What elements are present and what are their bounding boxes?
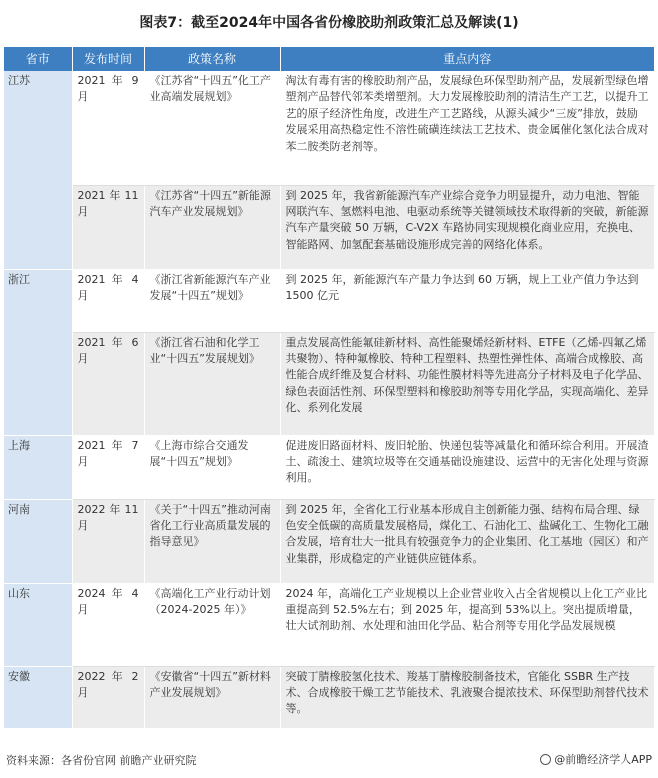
province-cell: 浙江 — [4, 269, 72, 435]
brand-label: @前瞻经济学人APP — [554, 753, 652, 766]
policy-cell: 《安徽省“十四五”新材料产业发展规划》 — [144, 666, 280, 728]
header-time: 发布时间 — [72, 47, 144, 71]
policy-table — [4, 47, 655, 729]
time-cell: 2022 年 2 月 — [72, 666, 144, 728]
table-row — [4, 269, 654, 332]
time-cell: 2021 年 4 月 — [72, 269, 144, 332]
table-row — [4, 332, 654, 435]
content-cell: 到 2025 年，全省化工行业基本形成自主创新能力强、结构布局合理、绿色安全低碳的高质量发展格局，煤化工、石油化工、盐碱化工、生物化工融合发展，培育壮大一批具有较强竞争力的企业集团、化工基地（园区）和产业集群，形成稳定的产业链供应链体系。 — [280, 499, 654, 583]
time-cell: 2022 年 11 月 — [72, 499, 144, 583]
table-row — [4, 583, 654, 666]
header-content: 重点内容 — [280, 47, 654, 71]
header-policy: 政策名称 — [144, 47, 280, 71]
time-cell: 2021 年 7 月 — [72, 435, 144, 499]
table-row — [4, 435, 654, 499]
content-cell: 重点发展高性能氟硅新材料、高性能聚烯烃新材料、ETFE（乙烯-四氟乙烯共聚物）、特种氟橡胶、特种工程塑料、热塑性弹性体、高端合成橡胶、高性能合成纤维及复合材料、功能性膜材料等先进高分子材料及电子化学品、绿色表面活性剂、环保型塑料和橡胶助剂等专用化学品，实现高端化、差异化、系列化发展 — [280, 332, 654, 435]
table-row — [4, 71, 654, 185]
policy-cell: 《浙江省石油和化学工业“十四五”发展规划》 — [144, 332, 280, 435]
brand-mark — [540, 751, 652, 767]
qianzhan-logo-icon — [540, 754, 551, 765]
province-cell: 上海 — [4, 435, 72, 499]
content-cell: 到 2025 年，我省新能源汽车产业综合竞争力明显提升，动力电池、智能网联汽车、氢燃料电池、电驱动系统等关键领域技术取得新的突破，新能源汽车产量突破 50 万辆，C-V2X 车路协同实现规模化商业应用，充换电、智能路网、加氢配套基础设施形成完善的网络化体系。 — [280, 185, 654, 269]
policy-cell: 《高端化工产业行动计划（2024-2025 年）》 — [144, 583, 280, 666]
content-cell: 突破丁腈橡胶氢化技术、羧基丁腈橡胶制备技术，官能化 SSBR 生产技术、合成橡胶干燥工艺节能技术、乳液聚合提浓技术、环保型助剂替代技术等。 — [280, 666, 654, 728]
policy-cell: 《浙江省新能源汽车产业发展“十四五”规划》 — [144, 269, 280, 332]
province-cell: 河南 — [4, 499, 72, 583]
content-cell: 淘汰有毒有害的橡胶助剂产品，发展绿色环保型助剂产品，发展新型绿色增塑剂产品替代邻苯类增塑剂。大力发展橡胶助剂的清洁生产工艺，以提升工艺的原子经济性角度，改进生产工艺路线，从源头减少“三废”排放，鼓励发展采用高热稳定性不溶性硫磺连续法工艺技术、贵金属催化氢化法合成对苯二胺类防老剂等。 — [280, 71, 654, 185]
time-cell: 2021 年 9 月 — [72, 71, 144, 185]
table-row — [4, 499, 654, 583]
header-province: 省市 — [4, 47, 72, 71]
content-cell: 2024 年，高端化工产业规模以上企业营业收入占全省规模以上化工产业比重提高到 52.5%左右；到 2025 年，提高到 53%以上。突出提质增量，壮大试剂助剂、水处理和油田化学品、粘合剂等专用化学品发展规模 — [280, 583, 654, 666]
province-cell: 山东 — [4, 583, 72, 666]
province-cell: 江苏 — [4, 71, 72, 269]
time-cell: 2024 年 4 月 — [72, 583, 144, 666]
policy-cell: 《江苏省“十四五”新能源汽车产业发展规划》 — [144, 185, 280, 269]
table-row — [4, 185, 654, 269]
time-cell: 2021 年 6 月 — [72, 332, 144, 435]
source-note: 资料来源：各省份官网 前瞻产业研究院 — [6, 754, 197, 767]
content-cell: 促进废旧路面材料、废旧轮胎、快递包装等减量化和循环综合利用。开展渣土、疏浚土、建筑垃圾等在交通基础设施建设、运营中的无害化处理与资源利用。 — [280, 435, 654, 499]
figure-title: 图表7：截至2024年中国各省份橡胶助剂政策汇总及解读(1) — [139, 15, 519, 31]
policy-cell: 《关于“十四五”推动河南省化工行业高质量发展的指导意见》 — [144, 499, 280, 583]
table-header-row — [4, 47, 654, 71]
province-cell: 安徽 — [4, 666, 72, 728]
policy-cell: 《上海市综合交通发展“十四五”规划》 — [144, 435, 280, 499]
table-row — [4, 666, 654, 728]
content-cell: 到 2025 年，新能源汽车产量力争达到 60 万辆，规上工业产值力争达到 1500 亿元 — [280, 269, 654, 332]
time-cell: 2021 年 11 月 — [72, 185, 144, 269]
policy-cell: 《江苏省“十四五”化工产业高端发展规划》 — [144, 71, 280, 185]
